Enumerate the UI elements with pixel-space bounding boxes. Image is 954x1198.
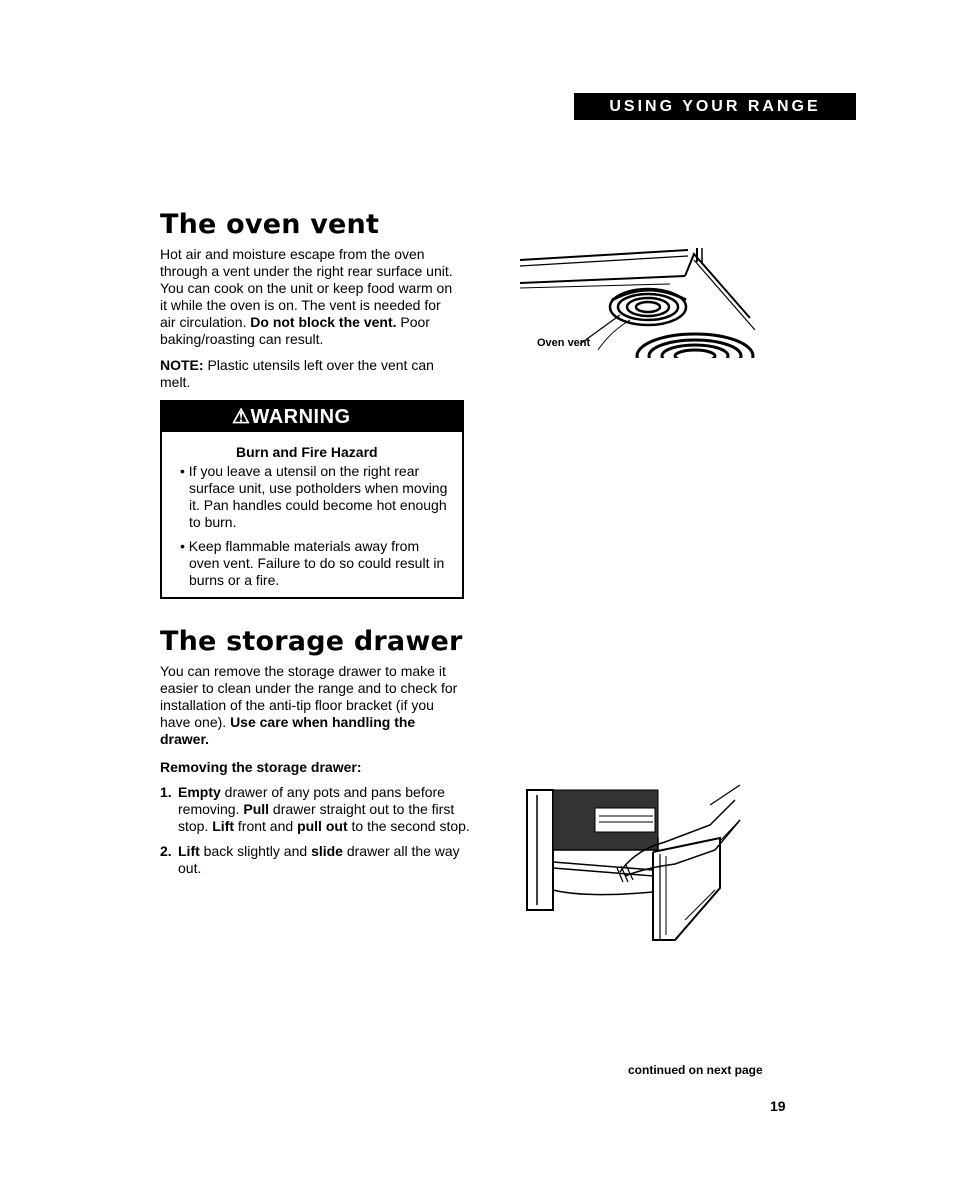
oven-vent-paragraph bbox=[160, 246, 460, 348]
storage-drawer-body: You can remove the storage drawer to make it easier to clean under the range and to check for installation of the anti-tip floor bracket (if you have one). bbox=[160, 663, 458, 730]
warning-item: • If you leave a utensil on the right rear surface unit, use potholders when moving it. Pan handles could become hot enough to burn. bbox=[180, 463, 448, 530]
storage-drawer-paragraph bbox=[160, 663, 465, 748]
step-bold: Pull bbox=[243, 801, 270, 817]
warning-icon: ⚠ bbox=[232, 406, 251, 428]
warning-item-text: If you leave a utensil on the right rear surface unit, use potholders when moving it. Pan handles could become hot enough to burn. bbox=[188, 463, 448, 530]
removal-steps bbox=[160, 784, 470, 885]
warning-subtitle: Burn and Fire Hazard bbox=[236, 444, 378, 460]
drawer-removal-illustration bbox=[525, 780, 750, 945]
storage-drawer-body-bold: Use care when handling the drawer. bbox=[160, 714, 416, 747]
step-number: 2. bbox=[160, 843, 172, 859]
step-bold: Lift bbox=[212, 818, 235, 834]
warning-box bbox=[160, 400, 464, 599]
step-text: back slightly and bbox=[199, 843, 312, 859]
step-text: drawer straight out to the first stop. bbox=[178, 801, 455, 834]
step-text: drawer all the way out. bbox=[178, 843, 460, 876]
oven-vent-label: Oven vent bbox=[537, 337, 591, 349]
note-label: NOTE: bbox=[160, 357, 204, 373]
step-bold: Lift bbox=[178, 843, 200, 859]
storage-drawer-title: The storage drawer bbox=[160, 626, 463, 657]
oven-vent-illustration bbox=[520, 240, 760, 375]
warning-item: • Keep flammable materials away from oven vent. Failure to do so could result in burns or a fire. bbox=[180, 538, 445, 588]
oven-vent-body-1: Hot air and moisture escape from the oven through a vent under the right rear surface unit. You can cook on the unit or keep food warm on it while the oven is on. The vent is needed for air circulation. bbox=[160, 246, 453, 330]
note-text: Plastic utensils left over the vent can melt. bbox=[160, 357, 434, 390]
oven-vent-body-2: Poor baking/roasting can result. bbox=[160, 314, 430, 347]
section-header: USING YOUR RANGE bbox=[574, 93, 856, 120]
step-text: front and bbox=[234, 818, 298, 834]
step-item bbox=[160, 843, 470, 877]
step-bold: pull out bbox=[297, 818, 348, 834]
step-bold: Empty bbox=[178, 784, 221, 800]
removing-heading: Removing the storage drawer: bbox=[160, 759, 362, 775]
warning-title: WARNING bbox=[250, 406, 351, 428]
warning-header bbox=[162, 402, 462, 432]
step-item bbox=[160, 784, 470, 835]
warning-item-text: Keep flammable materials away from oven vent. Failure to do so could result in burns or a fire. bbox=[188, 538, 445, 588]
oven-vent-title: The oven vent bbox=[160, 209, 380, 240]
page-number: 19 bbox=[770, 1098, 786, 1114]
oven-vent-note bbox=[160, 357, 465, 391]
step-text: to the second stop. bbox=[347, 818, 470, 834]
oven-vent-body-bold: Do not block the vent. bbox=[250, 314, 397, 330]
continued-note: continued on next page bbox=[628, 1063, 763, 1077]
step-text: drawer of any pots and pans before removing. bbox=[178, 784, 445, 817]
step-number: 1. bbox=[160, 784, 172, 800]
step-bold: slide bbox=[311, 843, 343, 859]
warning-list bbox=[162, 463, 462, 589]
